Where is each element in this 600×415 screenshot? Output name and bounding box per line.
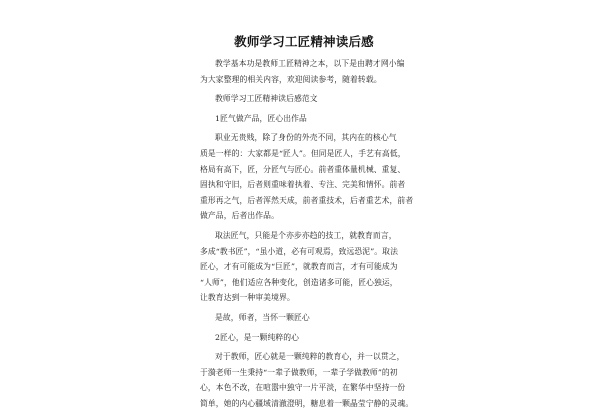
paragraph-line: 教师学习工匠精神读后感范文 [215,94,318,104]
paragraph-line: 让教育达到一种审美境界。 [200,293,295,303]
paragraph-line: 匠心，才有可能成为“巨匠”，就教育而言，才有可能成为 [200,262,398,272]
paragraph-heading-2 [200,330,408,346]
paragraph-line: 固执和守旧，后者则重味着执着、专注、完美和情怀。前者 [200,180,406,190]
paragraph-p2 [200,228,408,306]
paragraph-subtitle [200,91,408,107]
paragraph-intro [200,56,408,87]
paragraph-line: 是故，师者，当怀一颗匠心 [215,312,310,322]
paragraph-line: 于漪老师一生秉持“一辈子做教师，一辈子学做教师”的初 [200,367,398,377]
paragraph-line: 心，本色不改，在喧嚣中独守一片平淡，在繁华中坚持一份 [200,383,406,393]
paragraph-line: 对于教师，匠心就是一颗纯粹的教育心，并一以贯之， [215,352,405,362]
paragraph-p3 [200,310,408,326]
paragraph-line: 为大家整理的相关内容，欢迎阅读参考，随着转载。 [200,74,382,84]
paragraph-heading-1 [200,111,408,127]
paragraph-line: 2匠心，是一颗纯粹的心 [215,332,300,342]
paragraph-line: 质是一样的：大家都是“匠人”。但同是匠人，手艺有高低， [200,148,406,158]
paragraph-p4 [200,349,414,411]
paragraph-line: 做产品，后者出作品。 [200,211,279,221]
paragraph-line: 多成“教书匠”，“虽小道，必有可观焉，致远恐泥”。取法 [200,246,398,256]
paragraph-line: 简单，她的内心疆域清澈澄明，糖息着一颗晶莹宁静的灵魂。 [200,398,414,408]
paragraph-line: 重形再之气，后者浑然天成，前者重技术，后者重艺术，前者 [200,195,414,205]
paragraph-line: 职业无贵贱，除了身份的外壳不同，其内在的核心气 [215,133,397,143]
document-title: 教师学习工匠精神读后感 [234,34,374,49]
paragraph-p1 [200,130,414,224]
paragraph-line: 教学基本功是教师工匠精神之本，以下是由聘才网小编 [215,59,405,68]
document-body [200,34,414,415]
paragraph-line: 格局有高下，匠，分匠气与匠心。前者重体量机械、重复、 [200,164,406,174]
paragraph-line: “人师”，他们适应各种变化，创造诸多可能，匠心独运， [200,277,398,287]
paragraph-line: 1匠气做产品，匠心出作品 [215,113,307,123]
paragraph-list [200,56,414,411]
paragraph-line: 取法匠气，只能是个亦步亦趋的技工，就教育而言， [215,230,397,240]
